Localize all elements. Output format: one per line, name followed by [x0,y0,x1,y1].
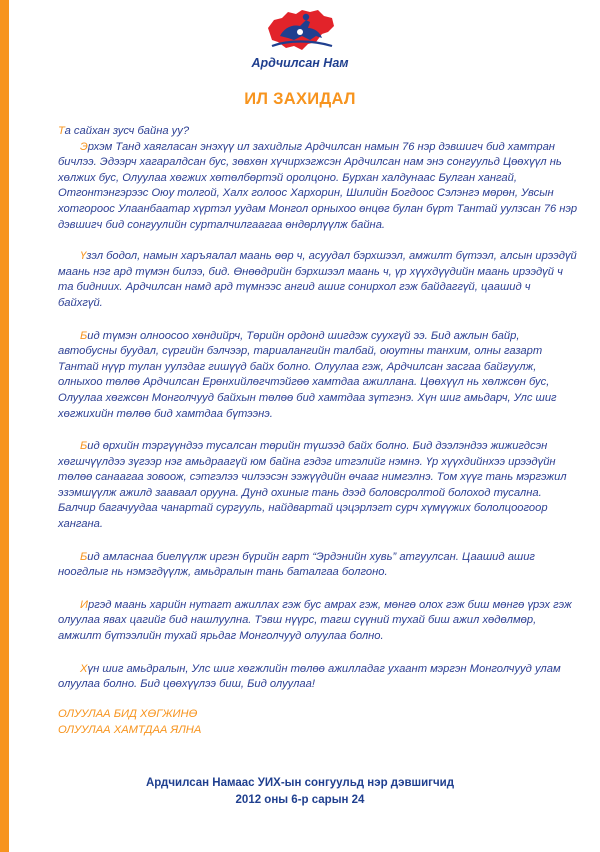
paragraph-rest: ргэд маань харийн нутагт ажиллах гэж бус амрах гэж, мөнгө олох гэж биш мөнгө үрэх гэж олуулаа явах цагийг бид нашлуулна. Тэвш нүүрс, тагш сүүний тухай биш ажил хөдөлмөр, амжилт бүтээлийн тухай ярьдаг Монголчууд олуулаа болно. [58,598,572,643]
paragraph [58,329,578,423]
paragraph-rest: зэл бодол, намын харъяалал маань өөр ч, асуудал бэрхшээл, амжилт бүтээл, алсын ирээдүй маань нэг ард түмэн билээ, бид. Өнөөдрийн бэрхшээл маань ч, үр хүүхдүүдийн маань ирээдүй ч та бидниих. Ардчилсан намд ард түмнээс ангид ашиг сонирхол гэж байдаггүй, цаашид ч байхгүй. [58,250,577,309]
signature-block [0,775,600,809]
slogan-2: ОЛУУЛАА ХАМТДАА ЯЛНА [58,723,202,736]
letter-body [58,124,578,710]
drop-letter: Б [80,550,88,563]
slogan-1: ОЛУУЛАА БИД ХӨГЖИНӨ [58,708,198,720]
paragraph-rest: үн шиг амьдралын, Улс шиг хөгжлийн төлөө ажилладаг ухаант мэргэн Монголчууд улам олуулаа болно. Бид цөөхүүлээ биш, Бид олуулаа! [58,662,561,691]
drop-letter: Б [80,329,88,342]
slogans [58,707,458,738]
paragraph [58,140,578,234]
drop-letter: Б [80,440,88,453]
paragraph-rest: ид түмэн олноосоо хөндийрч, Төрийн ордонд шигдэж суухгүй ээ. Бид ажлын байр, автобусны буудал, сүргийн бэлчээр, тариалангийн талбай, оюутны танхим, олны газарт Тантай нүүр тулан уулздаг гишүүд байх болно. Олуулаа гэж, Ардчилсан засгаа байгуулж, олныхоо төлөө Ардчилсан Ерөнхийлөгчтэйгөө хамтдаа ажиллана. Цөөхүүл нь хөлжсөн бус, Олуулаа хөгжсөн Монголчууд байхын төлөө бид хамтдаа зүтгэнэ. Хүн шиг амьдарч, Улс шиг хөгжихийн төлөө бид хамтдаа бүтээнэ. [58,329,557,420]
paragraph-rest: рхэм Танд хаягласан энэхүү ил захидлыг Ардчилсан намын 76 нэр дэвшигч бид хамтран бичлээ. Эдээрч хагаралдсан бус, зөвхөн хүчирхэгжсэн Ардчилсан нам энэ сонгуульд Цөөхүүл нь хөлжих бус, Олуулаа хөгжих хөтөлбөртэй оролцоно. Бурхан халдунаас Булган хангай, Отгонтэнгэрээс Оюу толгой, Халх голоос Хархорин, Шилийн Богдоос Сэлэнгэ мөрөн, Увсын хотгороос Улаанбаатар хүртэл уудам Монгол орныхоо өнцөг булан бүрт Тантай уулзсан 76 нэр дэвшигч бид сонгуулийн сурталчилгаагаа өндөрлүүлж байна. [58,140,578,231]
drop-letter: И [80,598,89,611]
orange-side-stripe [0,0,9,852]
paragraph [58,439,578,533]
paragraph-rest: ид өрхийн тэргүүндээ тусалсан төрийн түшээд байх болно. Бид дээлэндээ жижигдсэн хөгшчүүлдээ зүгээр нэг амьдраагүй юм байна гэдэг итгэлийг нэмнэ. Үр хүүхдийнхээ ирээдүйн төлөө санаагаа зовоож, сэтгэлээ чилээсэн ээжүүдийн өчааг нимгэлнэ. Том хүүг тань мэргэжил эзэмшүүлж ажилд зааваал орууна. Дунд охиныг тань дээд боловсролтой болоход тусална. Балчир багачуудаа чанартай сургууль, найдвартай цэцэрлэгт сурч хүмүүжих бололцоогоор хангана. [58,440,567,531]
drop-letter: Х [80,662,88,675]
drop-letter: Ү [80,250,87,263]
paragraph [58,662,578,693]
drop-letter: Т [58,125,65,137]
signature-line: Ардчилсан Намаас УИХ-ын сонгуульд нэр дэвшигчид [145,777,455,789]
date-line: 2012 оны 6-р сарын 24 [235,794,365,806]
drop-letter: Э [80,140,88,153]
greeting [58,124,578,140]
paragraph [58,550,578,581]
paragraph [58,249,578,311]
paragraph-rest: ид амласнаа биелүүлж иргэн бүрийн гарт “Эрдэнийн хувь” атгуулсан. Цаашид ашиг ноогдлыг нь нэмэгдүүлж, амьдралын тань баталгаа болгоно. [58,550,535,579]
page-title: ИЛ ЗАХИДАЛ [244,90,356,108]
greeting-rest: а сайхан зусч байна уу? [64,125,190,137]
horse-rider-logo-icon [262,6,338,56]
greeting-and-paragraph-1 [58,124,578,233]
party-name: Ардчилсан Нам [251,56,349,70]
paragraph [58,598,578,645]
